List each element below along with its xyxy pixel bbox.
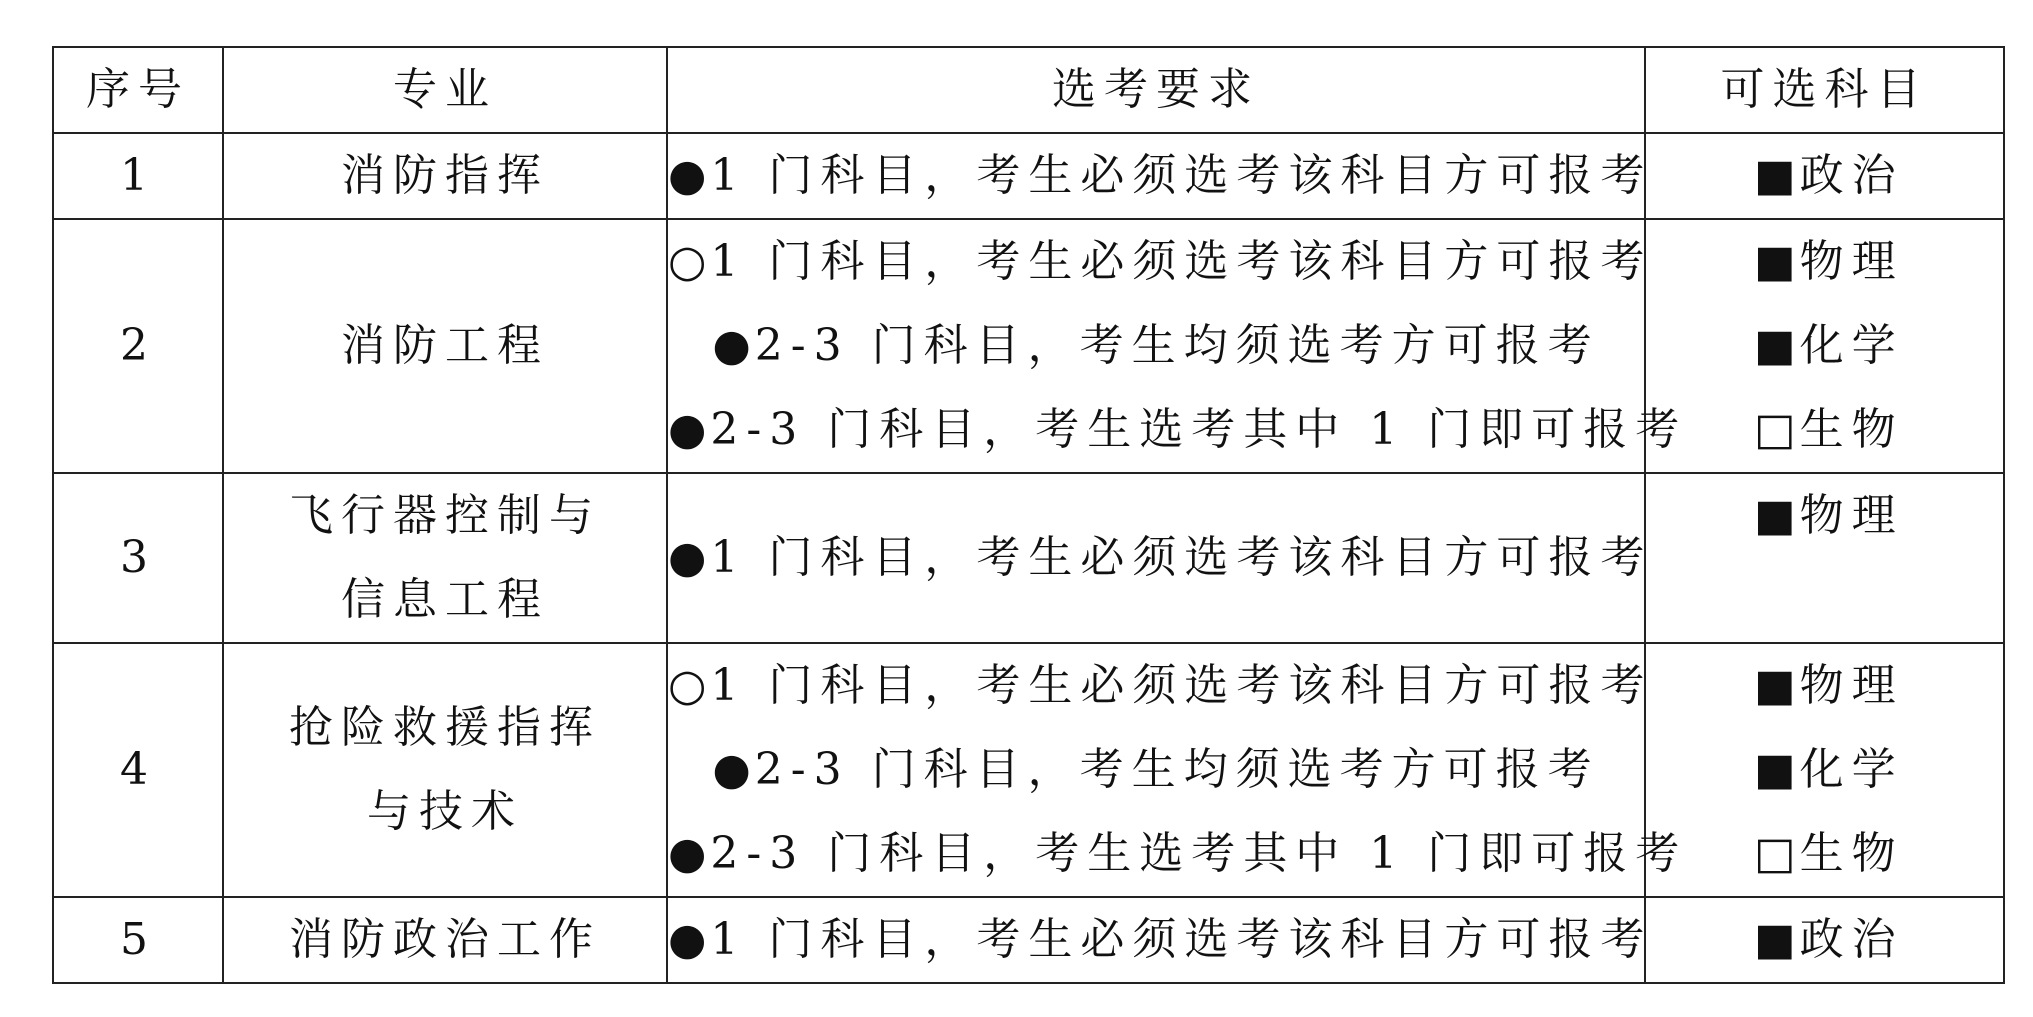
requirement-text: 1 门科目，考生必须选考该科目方可报考 bbox=[710, 660, 1653, 711]
major-name: 飞行器控制与 bbox=[289, 490, 601, 541]
subjects-cell bbox=[1645, 473, 2004, 643]
requirement-text: 2-3 门科目，考生均须选考方可报考 bbox=[754, 320, 1600, 371]
requirement-text: 1 门科目，考生必须选考该科目方可报考 bbox=[710, 914, 1653, 965]
subject-item bbox=[1646, 728, 2003, 812]
filled-circle-icon: ● bbox=[668, 914, 707, 965]
subject-name: 化学 bbox=[1799, 744, 1904, 795]
requirement-text: 1 门科目，考生必须选考该科目方可报考 bbox=[710, 532, 1653, 583]
requirement-line bbox=[668, 220, 1653, 304]
subject-item bbox=[1646, 388, 2003, 472]
subject-name: 物理 bbox=[1799, 490, 1904, 541]
header-requirement: 选考要求 bbox=[667, 47, 1645, 133]
subjects-cell bbox=[1645, 133, 2004, 219]
subject-name: 生物 bbox=[1799, 828, 1904, 879]
requirement-line bbox=[668, 134, 1653, 218]
requirement-line bbox=[668, 304, 1644, 388]
requirement-cell bbox=[667, 643, 1688, 897]
major-cell bbox=[223, 643, 667, 897]
filled-square-icon: ■ bbox=[1754, 490, 1796, 541]
major-name: 消防工程 bbox=[341, 320, 549, 371]
table-row bbox=[53, 897, 2004, 983]
table-row bbox=[53, 473, 2004, 643]
requirement-text: 1 门科目，考生必须选考该科目方可报考 bbox=[710, 150, 1653, 201]
filled-square-icon: ■ bbox=[1754, 914, 1796, 965]
filled-square-icon: ■ bbox=[1754, 320, 1796, 371]
subject-name: 化学 bbox=[1799, 320, 1904, 371]
major-cell bbox=[223, 897, 667, 983]
major-cell bbox=[223, 133, 667, 219]
header-major: 专业 bbox=[223, 47, 667, 133]
subject-item bbox=[1646, 644, 2003, 728]
requirement-cell bbox=[667, 897, 1653, 983]
subject-item bbox=[1646, 220, 2003, 304]
row-index: 3 bbox=[53, 473, 223, 643]
table-row bbox=[53, 133, 2004, 219]
hollow-square-icon: □ bbox=[1754, 404, 1796, 455]
subject-item bbox=[1646, 812, 2003, 896]
filled-square-icon: ■ bbox=[1754, 236, 1796, 287]
requirement-text: 1 门科目，考生必须选考该科目方可报考 bbox=[710, 236, 1653, 287]
filled-circle-icon: ● bbox=[668, 532, 707, 583]
subject-name: 生物 bbox=[1799, 404, 1904, 455]
header-index: 序号 bbox=[53, 47, 223, 133]
requirement-line bbox=[668, 388, 1688, 472]
filled-circle-icon: ● bbox=[668, 404, 707, 455]
filled-circle-icon: ● bbox=[712, 320, 751, 371]
subjects-cell bbox=[1645, 219, 2004, 473]
major-cell bbox=[223, 219, 667, 473]
requirement-cell bbox=[667, 133, 1653, 219]
subjects-cell bbox=[1645, 897, 2004, 983]
row-index: 1 bbox=[53, 133, 223, 219]
subject-name: 政治 bbox=[1799, 150, 1904, 201]
requirement-line bbox=[668, 728, 1644, 812]
subject-name: 物理 bbox=[1799, 236, 1904, 287]
major-name: 消防指挥 bbox=[341, 150, 549, 201]
subject-requirements-table bbox=[52, 46, 2005, 984]
major-cell bbox=[223, 473, 667, 643]
filled-square-icon: ■ bbox=[1754, 744, 1796, 795]
header-row bbox=[53, 47, 2004, 133]
major-name: 消防政治工作 bbox=[289, 914, 601, 965]
table-row bbox=[53, 219, 2004, 473]
subject-item bbox=[1646, 474, 2003, 558]
major-name: 抢险救援指挥 bbox=[289, 702, 601, 753]
requirement-cell bbox=[667, 219, 1688, 473]
requirement-line bbox=[668, 516, 1653, 600]
requirement-line bbox=[668, 644, 1653, 728]
major-name: 信息工程 bbox=[341, 574, 549, 625]
subjects-cell bbox=[1645, 643, 2004, 897]
requirement-line bbox=[668, 898, 1653, 982]
requirement-text: 2-3 门科目，考生均须选考方可报考 bbox=[754, 744, 1600, 795]
requirement-cell bbox=[667, 473, 1653, 643]
filled-square-icon: ■ bbox=[1754, 660, 1796, 711]
table-row bbox=[53, 643, 2004, 897]
hollow-square-icon: □ bbox=[1754, 828, 1796, 879]
filled-circle-icon: ● bbox=[668, 150, 707, 201]
row-index: 4 bbox=[53, 643, 223, 897]
subject-item bbox=[1646, 898, 2003, 982]
filled-circle-icon: ● bbox=[712, 744, 751, 795]
major-name: 与技术 bbox=[367, 786, 523, 837]
row-index: 5 bbox=[53, 897, 223, 983]
subject-name: 物理 bbox=[1799, 660, 1904, 711]
row-index: 2 bbox=[53, 219, 223, 473]
requirement-line bbox=[668, 812, 1688, 896]
subject-item bbox=[1646, 134, 2003, 218]
hollow-circle-icon: ○ bbox=[668, 236, 707, 287]
subject-item bbox=[1646, 304, 2003, 388]
requirement-text: 2-3 门科目，考生选考其中 1 门即可报考 bbox=[710, 404, 1688, 455]
subject-name: 政治 bbox=[1799, 914, 1904, 965]
filled-circle-icon: ● bbox=[668, 828, 707, 879]
filled-square-icon: ■ bbox=[1754, 150, 1796, 201]
header-subjects: 可选科目 bbox=[1645, 47, 2004, 133]
requirement-text: 2-3 门科目，考生选考其中 1 门即可报考 bbox=[710, 828, 1688, 879]
hollow-circle-icon: ○ bbox=[668, 660, 707, 711]
